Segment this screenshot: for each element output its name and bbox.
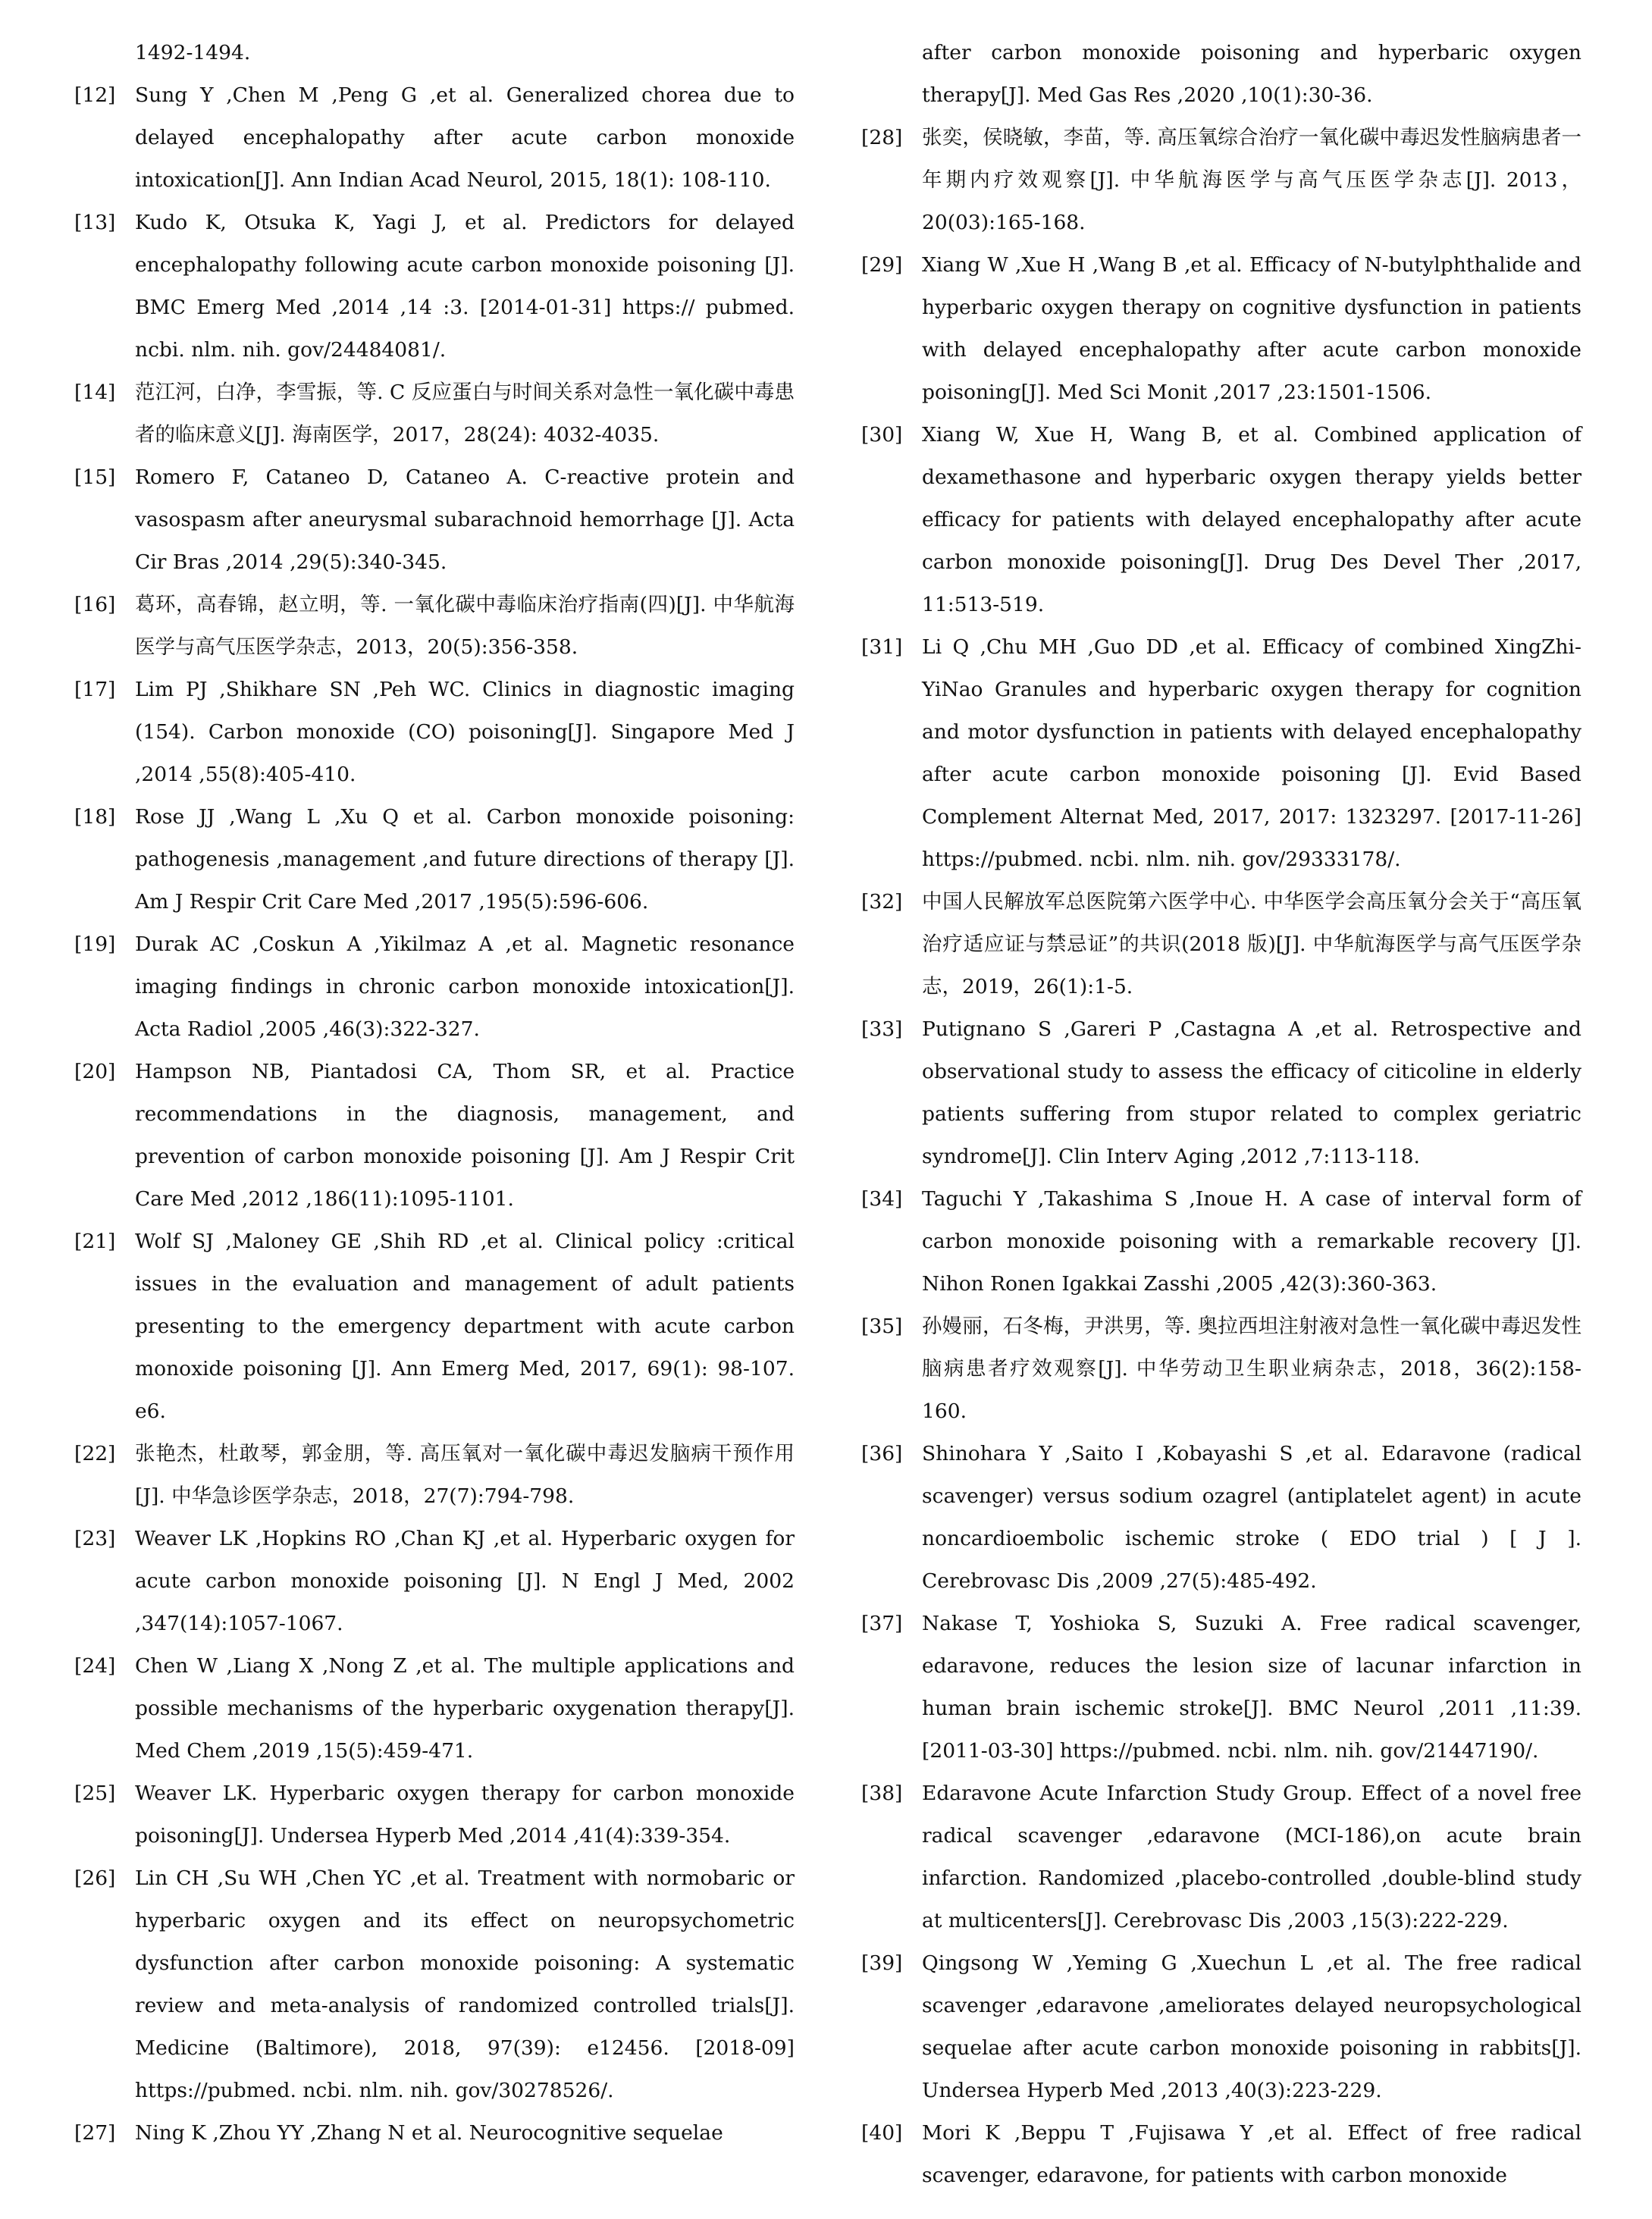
- reference-text: Durak AC ,Coskun A ,Yikilmaz A ,et al. Magnetic resonance imaging findings in chronic carbon monoxide intoxication[J]. Acta Radiol ,2005 ,46(3):322-327.: [135, 932, 795, 1041]
- reference-entry: [861, 1305, 1581, 1433]
- reference-number: [28]: [861, 126, 903, 149]
- reference-text: 葛环，高春锦，赵立明，等. 一氧化碳中毒临床治疗指南(四)[J]. 中华航海医学与高气压医学杂志，2013，20(5):356-358.: [135, 593, 795, 659]
- reference-entry: [74, 74, 795, 202]
- reference-number: [31]: [861, 635, 903, 659]
- reference-number: [18]: [74, 805, 116, 829]
- reference-entry: [74, 1645, 795, 1772]
- reference-text: Romero F, Cataneo D, Cataneo A. C-reactive protein and vasospasm after aneurysmal subarachnoid hemorrhage [J]. Acta Cir Bras ,2014 ,29(5):340-345.: [135, 465, 795, 574]
- reference-text: Weaver LK ,Hopkins RO ,Chan KJ ,et al. Hyperbaric oxygen for acute carbon monoxide poisoning [J]. N Engl J Med, 2002 ,347(14):1057-1067.: [135, 1527, 795, 1635]
- reference-number: [22]: [74, 1442, 116, 1465]
- reference-number: [39]: [861, 1951, 903, 1975]
- reference-text: Wolf SJ ,Maloney GE ,Shih RD ,et al. Clinical policy :critical issues in the evaluation and management of adult patients presenting to the emergency department with acute carbon monoxide poisoning [J]. Ann Emerg Med, 2017, 69(1): 98-107. e6.: [135, 1230, 795, 1423]
- reference-number: [24]: [74, 1654, 116, 1678]
- reference-entry: [861, 414, 1581, 626]
- reference-text: Lin CH ,Su WH ,Chen YC ,et al. Treatment with normobaric or hyperbaric oxygen and its effect on neuropsychometric dysfunction after carbon monoxide poisoning: A systematic review and meta-analysis of randomized controlled trials[J]. Medicine (Baltimore), 2018, 97(39): e12456. [2018-09] https://pubmed. ncbi. nlm. nih. gov/30278526/.: [135, 1866, 795, 2102]
- reference-entry: [861, 1942, 1581, 2112]
- reference-entry: [74, 669, 795, 796]
- reference-entry: [74, 923, 795, 1051]
- reference-number: [26]: [74, 1866, 116, 1890]
- reference-entry: [74, 2112, 795, 2155]
- reference-number: [29]: [861, 253, 903, 277]
- reference-entry: [861, 881, 1581, 1008]
- reference-number: [32]: [861, 890, 903, 914]
- reference-entry: [74, 1433, 795, 1518]
- reference-continuation: [74, 32, 795, 74]
- reference-text: Kudo K, Otsuka K, Yagi J, et al. Predictors for delayed encephalopathy following acute carbon monoxide poisoning [J]. BMC Emerg Med ,2014 ,14 :3. [2014-01-31] https:// pubmed. ncbi. nlm. nih. gov/24484081/.: [135, 211, 795, 362]
- reference-entry: [74, 1857, 795, 2112]
- reference-text: Li Q ,Chu MH ,Guo DD ,et al. Efficacy of combined XingZhi-YiNao Granules and hyperbaric oxygen therapy for cognition and motor dysfunction in patients with delayed encephalopathy after acute carbon monoxide poisoning [J]. Evid Based Complement Alternat Med, 2017, 2017: 1323297. [2017-11-26] https://pubmed. ncbi. nlm. nih. gov/29333178/.: [922, 635, 1581, 871]
- reference-number: [35]: [861, 1315, 903, 1338]
- reference-text: 范江河，白净，李雪振，等. C 反应蛋白与时间关系对急性一氧化碳中毒患者的临床意义[J]. 海南医学，2017，28(24): 4032-4035.: [135, 381, 795, 447]
- reference-number: [37]: [861, 1612, 903, 1635]
- reference-text: Putignano S ,Gareri P ,Castagna A ,et al. Retrospective and observational study to assess the efficacy of citicoline in elderly patients suffering from stupor related to complex geriatric syndrome[J]. Clin Interv Aging ,2012 ,7:113-118.: [922, 1017, 1581, 1168]
- reference-entry: [74, 202, 795, 371]
- reference-number: [13]: [74, 211, 116, 234]
- reference-text: 1492-1494.: [135, 41, 251, 64]
- reference-text: after carbon monoxide poisoning and hyperbaric oxygen therapy[J]. Med Gas Res ,2020 ,10(1):30-36.: [922, 41, 1581, 107]
- reference-number: [36]: [861, 1442, 903, 1465]
- reference-entry: [861, 1603, 1581, 1772]
- reference-column-right: [861, 32, 1581, 2197]
- reference-text: Weaver LK. Hyperbaric oxygen therapy for carbon monoxide poisoning[J]. Undersea Hyperb Med ,2014 ,41(4):339-354.: [135, 1782, 795, 1848]
- reference-text: Lim PJ ,Shikhare SN ,Peh WC. Clinics in diagnostic imaging (154). Carbon monoxide (CO) poisoning[J]. Singapore Med J ,2014 ,55(8):405-410.: [135, 678, 795, 786]
- reference-text: 张奕，侯晓敏，李苗，等. 高压氧综合治疗一氧化碳中毒迟发性脑病患者一年期内疗效观察[J]. 中华航海医学与高气压医学杂志[J]. 2013，20(03):165-168.: [922, 126, 1581, 234]
- reference-text: Qingsong W ,Yeming G ,Xuechun L ,et al. The free radical scavenger ,edaravone ,ameliorates delayed neuropsychological sequelae after acute carbon monoxide poisoning in rabbits[J]. Undersea Hyperb Med ,2013 ,40(3):223-229.: [922, 1951, 1581, 2102]
- reference-number: [23]: [74, 1527, 116, 1550]
- reference-text: Mori K ,Beppu T ,Fujisawa Y ,et al. Effect of free radical scavenger, edaravone, for patients with carbon monoxide: [922, 2121, 1581, 2187]
- reference-number: [12]: [74, 83, 116, 107]
- reference-entry: [861, 2112, 1581, 2197]
- reference-entry: [74, 1518, 795, 1645]
- reference-text: Hampson NB, Piantadosi CA, Thom SR, et al. Practice recommendations in the diagnosis, management, and prevention of carbon monoxide poisoning [J]. Am J Respir Crit Care Med ,2012 ,186(11):1095-1101.: [135, 1060, 795, 1211]
- reference-entry: [861, 1772, 1581, 1942]
- reference-text: Xiang W ,Xue H ,Wang B ,et al. Efficacy of N-butylphthalide and hyperbaric oxygen therapy on cognitive dysfunction in patients with delayed encephalopathy after acute carbon monoxide poisoning[J]. Med Sci Monit ,2017 ,23:1501-1506.: [922, 253, 1581, 404]
- reference-number: [19]: [74, 932, 116, 956]
- reference-number: [30]: [861, 423, 903, 447]
- reference-entry: [861, 244, 1581, 414]
- reference-number: [14]: [74, 381, 116, 404]
- reference-number: [20]: [74, 1060, 116, 1083]
- reference-number: [27]: [74, 2121, 116, 2145]
- reference-entry: [74, 796, 795, 923]
- reference-number: [15]: [74, 465, 116, 489]
- reference-entry: [74, 371, 795, 456]
- reference-entry: [74, 1221, 795, 1433]
- reference-number: [33]: [861, 1017, 903, 1041]
- reference-text: Shinohara Y ,Saito I ,Kobayashi S ,et al. Edaravone (radical scavenger) versus sodium ozagrel (antiplatelet agent) in acute noncardioembolic ischemic stroke ( EDO trial ) [ J ]. Cerebrovasc Dis ,2009 ,27(5):485-492.: [922, 1442, 1581, 1593]
- reference-entry: [74, 1772, 795, 1857]
- reference-entry: [861, 1008, 1581, 1178]
- reference-text: Rose JJ ,Wang L ,Xu Q et al. Carbon monoxide poisoning: pathogenesis ,management ,and future directions of therapy [J]. Am J Respir Crit Care Med ,2017 ,195(5):596-606.: [135, 805, 795, 914]
- reference-entry: [74, 1051, 795, 1221]
- reference-text: Nakase T, Yoshioka S, Suzuki A. Free radical scavenger, edaravone, reduces the lesion size of lacunar infarction in human brain ischemic stroke[J]. BMC Neurol ,2011 ,11:39. [2011-03-30] https://pubmed. ncbi. nlm. nih. gov/21447190/.: [922, 1612, 1581, 1763]
- reference-entry: [74, 584, 795, 669]
- reference-number: [17]: [74, 678, 116, 701]
- reference-entry: [861, 1433, 1581, 1603]
- reference-number: [38]: [861, 1782, 903, 1805]
- reference-text: 孙嫚丽，石冬梅，尹洪男，等. 奥拉西坦注射液对急性一氧化碳中毒迟发性脑病患者疗效观察[J]. 中华劳动卫生职业病杂志，2018，36(2):158-160.: [922, 1315, 1581, 1423]
- reference-text: Taguchi Y ,Takashima S ,Inoue H. A case of interval form of carbon monoxide poisoning with a remarkable recovery [J]. Nihon Ronen Igakkai Zasshi ,2005 ,42(3):360-363.: [922, 1187, 1581, 1296]
- reference-entry: [861, 626, 1581, 881]
- reference-number: [25]: [74, 1782, 116, 1805]
- reference-text: Chen W ,Liang X ,Nong Z ,et al. The multiple applications and possible mechanisms of the hyperbaric oxygenation therapy[J]. Med Chem ,2019 ,15(5):459-471.: [135, 1654, 795, 1763]
- reference-number: [21]: [74, 1230, 116, 1253]
- reference-continuation: [861, 32, 1581, 117]
- reference-entry: [861, 1178, 1581, 1305]
- reference-number: [16]: [74, 593, 116, 616]
- reference-text: Xiang W, Xue H, Wang B, et al. Combined application of dexamethasone and hyperbaric oxygen therapy yields better efficacy for patients with delayed encephalopathy after acute carbon monoxide poisoning[J]. Drug Des Devel Ther ,2017, 11:513-519.: [922, 423, 1581, 616]
- reference-column-left: [74, 32, 795, 2155]
- reference-text: Sung Y ,Chen M ,Peng G ,et al. Generalized chorea due to delayed encephalopathy after acute carbon monoxide intoxication[J]. Ann Indian Acad Neurol, 2015, 18(1): 108-110.: [135, 83, 795, 192]
- reference-text: Ning K ,Zhou YY ,Zhang N et al. Neurocognitive sequelae: [135, 2121, 723, 2145]
- reference-entry: [861, 117, 1581, 244]
- reference-number: [34]: [861, 1187, 903, 1211]
- reference-entry: [74, 456, 795, 584]
- reference-text: 中国人民解放军总医院第六医学中心. 中华医学会高压氧分会关于“高压氧治疗适应证与禁忌证”的共识(2018 版)[J]. 中华航海医学与高气压医学杂志，2019，26(1):1-5.: [922, 890, 1581, 998]
- reference-text: 张艳杰，杜敢琴，郭金朋，等. 高压氧对一氧化碳中毒迟发脑病干预作用[J]. 中华急诊医学杂志，2018，27(7):794-798.: [135, 1442, 795, 1508]
- reference-text: Edaravone Acute Infarction Study Group. Effect of a novel free radical scavenger ,edaravone (MCI-186),on acute brain infarction. Randomized ,placebo-controlled ,double-blind study at multicenters[J]. Cerebrovasc Dis ,2003 ,15(3):222-229.: [922, 1782, 1581, 1932]
- reference-number: [40]: [861, 2121, 903, 2145]
